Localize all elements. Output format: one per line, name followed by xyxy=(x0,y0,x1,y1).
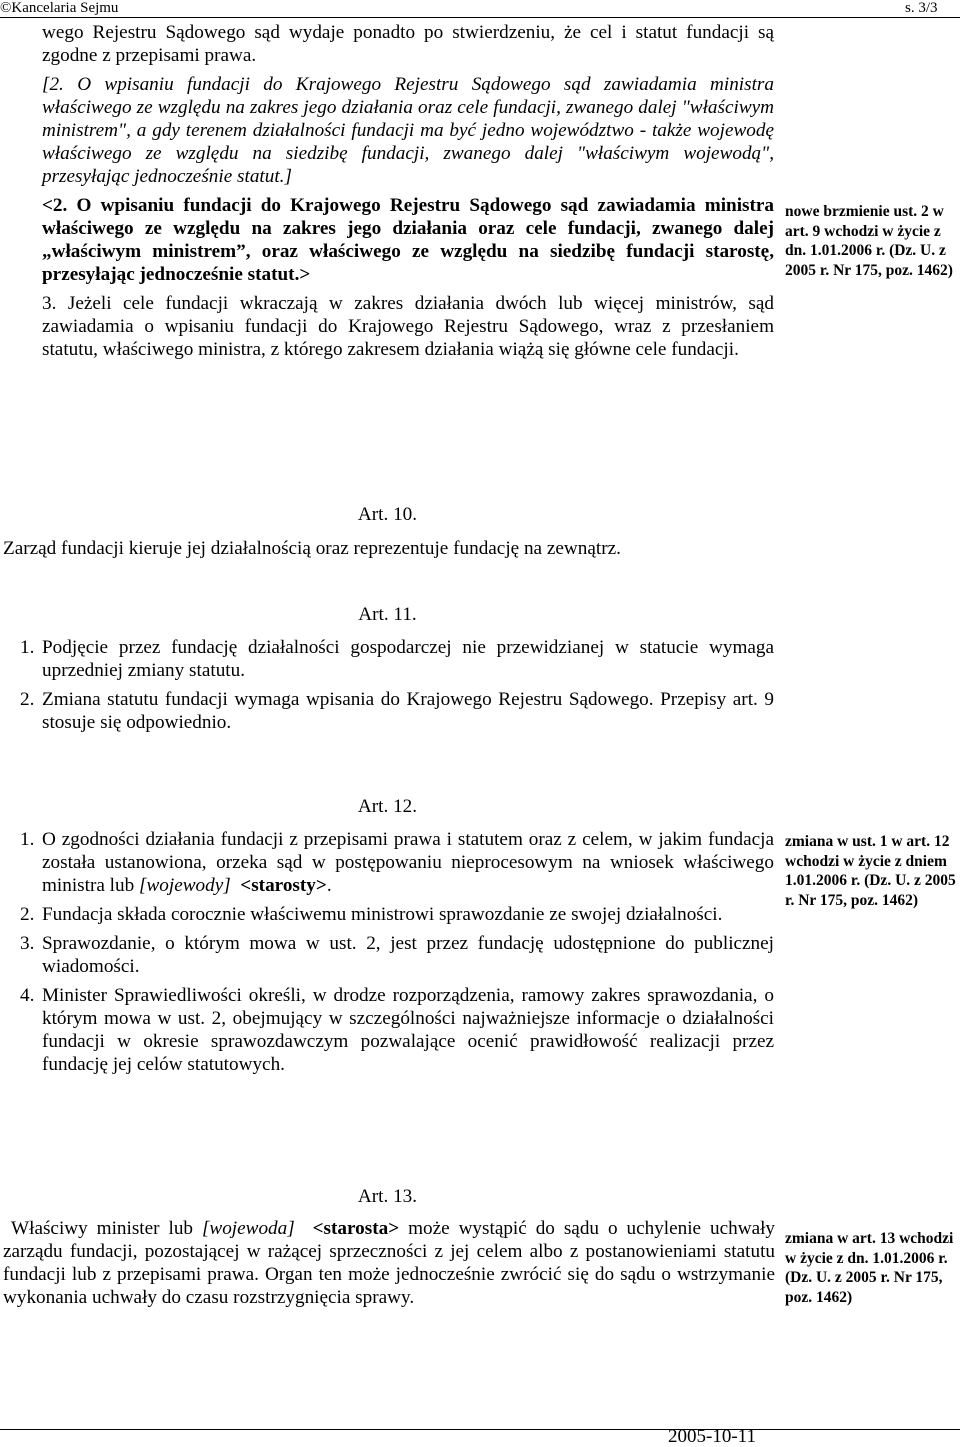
paragraph-numbered xyxy=(42,292,774,361)
footer-divider xyxy=(0,1429,960,1430)
margin-note: zmiana w ust. 1 w art. 12 wchodzi w życie z dniem 1.01.2006 r. (Dz. U. z 2005 r. Nr 175, poz. 1462) xyxy=(785,833,956,909)
paragraph-text: Sprawozdanie, o którym mowa w ust. 2, jest przez fundację udostępnione do publicznej wiadomości. xyxy=(42,933,774,977)
old-term: [wojewody] xyxy=(139,875,231,896)
paragraph-text: Zmiana statutu fundacji wymaga wpisania do Krajowego Rejestru Sądowego. Przepisy art. 9 stosuje się odpowiednio. xyxy=(42,689,774,733)
list-item xyxy=(20,636,774,682)
paragraph-number: 2. xyxy=(20,689,35,710)
article-13-body: Właściwy minister lub [wojewoda] <starosta> może wystąpić do sądu o uchylenie uchwały zarządu fundacji, pozostającej w rażącej sprzeczności z jej celem albo z postanowieniami statutu fundacji lub z przepisami prawa. Organ ten może jednocześnie zwrócić się do sądu o wstrzymanie wykonania uchwały do czasu rozstrzygnięcia sprawy. xyxy=(3,1218,776,1308)
paragraph-number: 1. xyxy=(20,829,35,850)
header-divider xyxy=(0,17,960,18)
article-title: Art. 13. xyxy=(357,1186,418,1207)
article-title: Art. 11. xyxy=(358,604,417,625)
paragraph-text: Jeżeli cele fundacji wkraczają w zakres działania dwóch lub więcej ministrów, sąd zawiadamia o wpisaniu fundacji do Krajowego Rejestru Sądowego, wraz z przesłaniem statutu, właściwego ministra, z którego zakresem działania wiążą się główne cele fundacji. xyxy=(42,293,775,360)
old-term: [wojewoda] xyxy=(201,1218,295,1239)
footer-date: 2005-10-11 xyxy=(668,1426,756,1447)
header-page-number: s. 3/3 xyxy=(905,0,938,16)
list-item xyxy=(20,828,774,897)
paragraph-number: 3. xyxy=(42,293,57,314)
list-item xyxy=(20,932,774,978)
paragraph-number: 3. xyxy=(20,933,35,954)
paragraph-number: 1. xyxy=(20,637,35,658)
paragraph-text: Minister Sprawiedliwości określi, w drodze rozporządzenia, ramowy zakres sprawozdania, o którym mowa w ust. 2, obejmujący w szczególności najważniejsze informacje o działalności fundacji w okresie sprawozdawczym pozwalające ocenić prawidłowość realizacji przez fundację jej celów statutowych. xyxy=(42,985,774,1075)
paragraph: wego Rejestru Sądowego sąd wydaje ponadto po stwierdzeniu, że cel i statut fundacji są zgodne z przepisami prawa. xyxy=(42,22,774,66)
new-term: <starosta> xyxy=(312,1218,400,1239)
paragraph-text: Podjęcie przez fundację działalności gospodarczej nie przewidzianej w statucie wymaga uprzedniej zmiany statutu. xyxy=(42,637,774,681)
list-item xyxy=(20,984,774,1076)
article-11-body xyxy=(20,636,774,734)
paragraph-text: O zgodności działania fundacji z przepisami prawa i statutem oraz z celem, w jakim fundacja została ustanowiona, orzeka sąd w postępowaniu nieprocesowym na wniosek właściwego ministra lub [wojewody] <starosty>. xyxy=(42,829,774,896)
paragraph-text: Fundacja składa corocznie właściwemu ministrowi sprawozdanie ze swojej działalności. xyxy=(42,904,723,925)
list-item xyxy=(20,688,774,734)
paragraph-old-version: [2. O wpisaniu fundacji do Krajowego Rejestru Sądowego sąd zawiadamia ministra właściwego ze względu na zakres jego działania oraz cele fundacji, zwanego dalej "właściwym ministrem", a gdy terenem działalności fundacji ma być jedno województwo - także wojewodę właściwego ze względu na siedzibę fundacji, zwanego dalej "właściwym wojewodą", przesyłając jednocześnie statut.] xyxy=(42,74,774,187)
paragraph-new-version: <2. O wpisaniu fundacji do Krajowego Rejestru Sądowego sąd zawiadamia ministra właściwego ze względu na zakres jego działania oraz cele fundacji, zwanego dalej „właściwym ministrem”, oraz właściwego ze względu na siedzibę fundacji starostę, przesyłając jednocześnie statut.> xyxy=(42,195,774,285)
list-item xyxy=(20,903,774,926)
margin-note: nowe brzmienie ust. 2 w art. 9 wchodzi w życie z dn. 1.01.2006 r. (Dz. U. z 2005 r. Nr 175, poz. 1462) xyxy=(785,203,953,279)
paragraph-number: 2. xyxy=(20,904,35,925)
art9-continuation xyxy=(42,21,774,361)
paragraph-number: 4. xyxy=(20,985,35,1006)
header-source xyxy=(0,0,118,17)
new-term: <starosty> xyxy=(240,875,327,896)
header-source-label: ©Kancelaria Sejmu xyxy=(0,0,119,16)
article-title: Art. 10. xyxy=(357,504,418,525)
article-12-body xyxy=(20,828,774,1076)
margin-note: zmiana w art. 13 wchodzi w życie z dn. 1.01.2006 r. (Dz. U. z 2005 r. Nr 175, poz. 1462) xyxy=(785,1230,954,1306)
article-text: Zarząd fundacji kieruje jej działalnością oraz reprezentuje fundację na zewnątrz. xyxy=(3,538,621,559)
article-title: Art. 12. xyxy=(357,796,418,817)
